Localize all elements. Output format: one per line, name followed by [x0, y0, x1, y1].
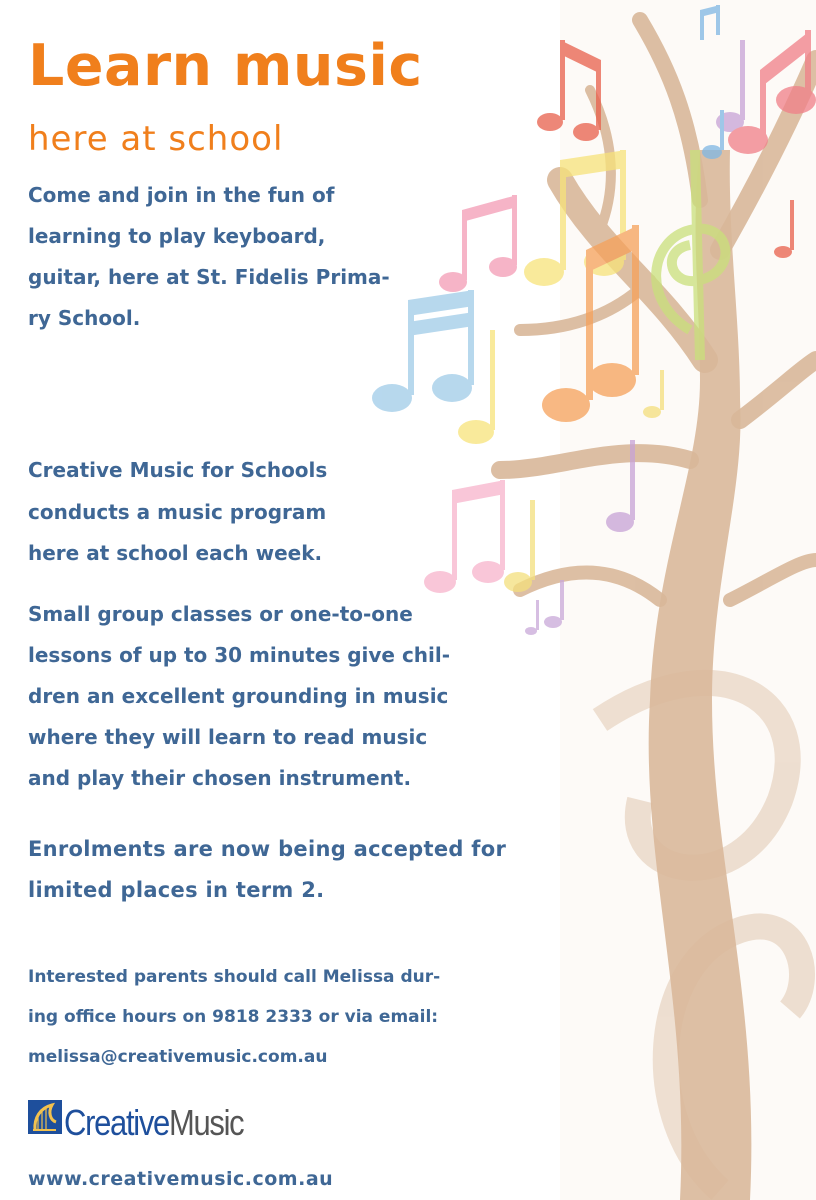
- text-line: where they will learn to read music: [28, 725, 428, 749]
- enrolments-paragraph: [28, 829, 506, 911]
- text-line: ry School.: [28, 306, 141, 330]
- text-line: learning to play keyboard,: [28, 224, 326, 248]
- poster-title: Learn music: [28, 33, 423, 99]
- logo-word-creative: Creative: [64, 1102, 169, 1143]
- text-line: Creative Music for Schools: [28, 458, 328, 482]
- logo-word-music: Music: [168, 1102, 244, 1143]
- text-line: Interested parents should call Melissa dur-: [28, 967, 441, 987]
- text-line: lessons of up to 30 minutes give chil-: [28, 643, 451, 667]
- classes-paragraph: [28, 594, 450, 799]
- logo-wordmark: [64, 1102, 243, 1144]
- text-line: conducts a music program: [28, 499, 327, 524]
- harp-logo-icon: [28, 1100, 62, 1134]
- contact-email[interactable]: melissa@creativemusic.com.au: [28, 1047, 328, 1067]
- poster-subtitle: here at school: [28, 119, 284, 159]
- text-line: dren an excellent grounding in music: [28, 684, 449, 708]
- text-line: Come and join in the fun of: [28, 183, 335, 207]
- website-link[interactable]: www.creativemusic.com.au: [28, 1168, 334, 1190]
- text-line: here at school each week.: [28, 541, 323, 565]
- text-line: ing office hours on 9818 2333 or via email:: [28, 1007, 439, 1027]
- text-line: limited places in term 2.: [28, 878, 325, 902]
- text-line: Small group classes or one-to-one: [28, 602, 413, 626]
- intro-paragraph: [28, 175, 390, 339]
- text-line: Enrolments are now being accepted for: [28, 837, 507, 861]
- program-paragraph: [28, 450, 327, 575]
- text-line: and play their chosen instrument.: [28, 766, 412, 790]
- contact-paragraph: [28, 957, 440, 1077]
- text-line: guitar, here at St. Fidelis Prima-: [28, 265, 390, 289]
